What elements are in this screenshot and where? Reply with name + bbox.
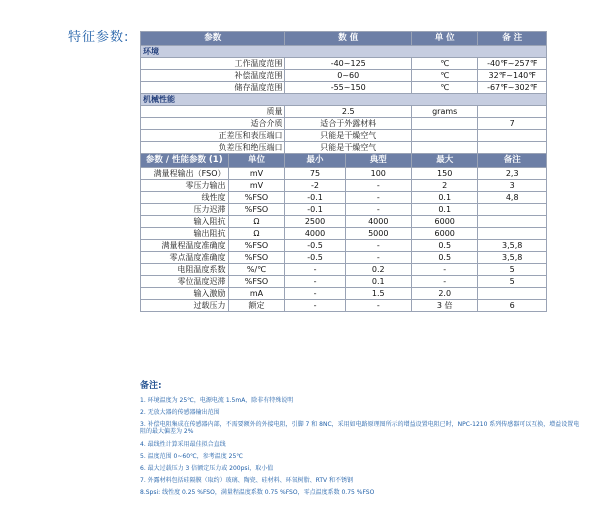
perf-cell: 4,8 bbox=[478, 192, 547, 204]
perf-cell: mV bbox=[228, 180, 285, 192]
spec-table bbox=[140, 31, 547, 312]
env-value: -55~150 bbox=[285, 82, 412, 94]
perf-cell: 2 bbox=[411, 180, 477, 192]
env-param: 工作温度范围 bbox=[141, 58, 285, 70]
perf-header-cell: 单位 bbox=[228, 154, 285, 168]
perf-cell: - bbox=[345, 192, 411, 204]
mech-param: 质量 bbox=[141, 106, 285, 118]
notes bbox=[140, 378, 580, 501]
perf-row bbox=[141, 228, 547, 240]
perf-cell bbox=[478, 216, 547, 228]
perf-cell: 5 bbox=[478, 264, 547, 276]
perf-cell: - bbox=[345, 300, 411, 312]
mech-value: 只能是干燥空气 bbox=[285, 142, 412, 154]
mech-value: 2.5 bbox=[285, 106, 412, 118]
perf-row bbox=[141, 168, 547, 180]
spec-table-header bbox=[141, 32, 547, 46]
perf-param: 满量程温度准确度 bbox=[141, 240, 229, 252]
header-unit: 单 位 bbox=[411, 32, 477, 46]
perf-cell: %FSO bbox=[228, 192, 285, 204]
perf-header-cell: 备注 bbox=[478, 154, 547, 168]
mech-remark: 7 bbox=[478, 118, 547, 130]
perf-cell: %FSO bbox=[228, 276, 285, 288]
section-mechanical bbox=[141, 94, 547, 106]
env-unit: ℃ bbox=[411, 82, 477, 94]
section-title: 机械性能 bbox=[141, 94, 547, 106]
note-line: 8.Spsi: 线性度 0.25 %FSO，满量程温度系数 0.75 %FSO，零点温度系数 0.75 %FSO bbox=[140, 489, 375, 496]
perf-param: 线性度 bbox=[141, 192, 229, 204]
perf-cell: 6 bbox=[478, 300, 547, 312]
mech-unit: grams bbox=[411, 106, 477, 118]
perf-cell: -0.1 bbox=[285, 192, 345, 204]
perf-param: 过载压力 bbox=[141, 300, 229, 312]
note-line: 6. 最大过载压力 3 倍额定压力或 200psi，取小值 bbox=[140, 465, 274, 472]
perf-cell: mA bbox=[228, 288, 285, 300]
mech-value: 适合于外露材料 bbox=[285, 118, 412, 130]
mech-unit bbox=[411, 118, 477, 130]
perf-cell: %FSO bbox=[228, 240, 285, 252]
perf-header bbox=[141, 154, 547, 168]
mech-value: 只能是干燥空气 bbox=[285, 130, 412, 142]
env-remark: -40℉~257℉ bbox=[478, 58, 547, 70]
mech-row bbox=[141, 130, 547, 142]
perf-param: 输入阻抗 bbox=[141, 216, 229, 228]
mech-param: 适合介质 bbox=[141, 118, 285, 130]
perf-param: 零点温度准确度 bbox=[141, 252, 229, 264]
header-value: 数 值 bbox=[285, 32, 412, 46]
perf-cell: 75 bbox=[285, 168, 345, 180]
perf-cell: Ω bbox=[228, 216, 285, 228]
perf-header-cell: 最小 bbox=[285, 154, 345, 168]
perf-cell: -2 bbox=[285, 180, 345, 192]
perf-row bbox=[141, 288, 547, 300]
page-heading: 特征参数: bbox=[68, 30, 130, 45]
perf-cell: - bbox=[411, 264, 477, 276]
perf-cell: - bbox=[345, 252, 411, 264]
mech-remark bbox=[478, 130, 547, 142]
perf-param: 零压力输出 bbox=[141, 180, 229, 192]
env-value: -40~125 bbox=[285, 58, 412, 70]
perf-cell: - bbox=[345, 204, 411, 216]
env-remark: 32℉~140℉ bbox=[478, 70, 547, 82]
mech-row bbox=[141, 118, 547, 130]
perf-cell: - bbox=[285, 300, 345, 312]
perf-cell: 1.5 bbox=[345, 288, 411, 300]
perf-cell: %FSO bbox=[228, 204, 285, 216]
header-remark: 备 注 bbox=[478, 32, 547, 46]
perf-cell: - bbox=[285, 288, 345, 300]
perf-cell bbox=[478, 228, 547, 240]
env-remark: -67℉~302℉ bbox=[478, 82, 547, 94]
perf-cell: mV bbox=[228, 168, 285, 180]
mech-row bbox=[141, 142, 547, 154]
perf-cell: 0.2 bbox=[345, 264, 411, 276]
notes-list bbox=[140, 397, 580, 501]
perf-row bbox=[141, 276, 547, 288]
perf-cell: - bbox=[411, 276, 477, 288]
perf-cell: 额定 bbox=[228, 300, 285, 312]
perf-cell: -0.5 bbox=[285, 240, 345, 252]
perf-cell: 3 倍 bbox=[411, 300, 477, 312]
mech-row bbox=[141, 106, 547, 118]
perf-cell: %FSO bbox=[228, 252, 285, 264]
perf-row bbox=[141, 252, 547, 264]
perf-row bbox=[141, 180, 547, 192]
perf-cell: - bbox=[345, 240, 411, 252]
perf-header-cell: 最大 bbox=[411, 154, 477, 168]
perf-cell: -0.1 bbox=[285, 204, 345, 216]
env-param: 储存温度范围 bbox=[141, 82, 285, 94]
perf-cell: - bbox=[285, 264, 345, 276]
perf-header-cell: 典型 bbox=[345, 154, 411, 168]
note-line: 1. 环境温度为 25℃，电源电流 1.5mA，除非有特殊说明 bbox=[140, 397, 294, 404]
perf-cell: 5000 bbox=[345, 228, 411, 240]
mech-unit bbox=[411, 142, 477, 154]
env-row bbox=[141, 82, 547, 94]
mech-param: 正差压和表压端口 bbox=[141, 130, 285, 142]
perf-param: 输出阻抗 bbox=[141, 228, 229, 240]
section-title: 环境 bbox=[141, 46, 547, 58]
mech-param: 负差压和绝压端口 bbox=[141, 142, 285, 154]
env-value: 0~60 bbox=[285, 70, 412, 82]
perf-param: 零位温度迟滞 bbox=[141, 276, 229, 288]
perf-cell bbox=[478, 288, 547, 300]
perf-cell: 0.1 bbox=[411, 204, 477, 216]
perf-cell: - bbox=[345, 180, 411, 192]
perf-row bbox=[141, 204, 547, 216]
perf-row bbox=[141, 300, 547, 312]
header-param: 参数 bbox=[141, 32, 285, 46]
perf-cell: Ω bbox=[228, 228, 285, 240]
perf-param: 输入激励 bbox=[141, 288, 229, 300]
section-environment bbox=[141, 46, 547, 58]
mech-remark bbox=[478, 142, 547, 154]
env-unit: ℃ bbox=[411, 70, 477, 82]
perf-cell: 0.1 bbox=[411, 192, 477, 204]
note-line: 3. 补偿电阻集成在传感器内部，不需要额外的外接电阻，引脚 7 和 8NC，采用如电路原理图所示的增益设置电阻已时，NPC-1210 系列传感器可以互换，增益设置电阻的最大偏差为 2% bbox=[140, 421, 580, 435]
perf-cell: 3 bbox=[478, 180, 547, 192]
perf-cell: 2,3 bbox=[478, 168, 547, 180]
note-line: 2. 无放大器的传感器输出范围 bbox=[140, 409, 220, 416]
env-row bbox=[141, 70, 547, 82]
perf-row bbox=[141, 240, 547, 252]
perf-cell: 2500 bbox=[285, 216, 345, 228]
mech-remark bbox=[478, 106, 547, 118]
perf-cell: 4000 bbox=[285, 228, 345, 240]
perf-cell: 150 bbox=[411, 168, 477, 180]
perf-cell: 2.0 bbox=[411, 288, 477, 300]
perf-cell: 6000 bbox=[411, 216, 477, 228]
perf-cell bbox=[478, 204, 547, 216]
perf-cell: 0.5 bbox=[411, 240, 477, 252]
perf-cell: 6000 bbox=[411, 228, 477, 240]
perf-cell: %/℃ bbox=[228, 264, 285, 276]
note-line: 7. 外露材料包括硅隔膜（取约）玻璃、陶瓷、硅材料、环氧树脂、RTV 和不锈钢 bbox=[140, 477, 354, 484]
notes-title: 备注: bbox=[140, 381, 162, 391]
perf-cell: -0.5 bbox=[285, 252, 345, 264]
env-unit: ℃ bbox=[411, 58, 477, 70]
perf-row bbox=[141, 216, 547, 228]
note-line: 4. 最线性计算采用最佳拟合直线 bbox=[140, 441, 226, 448]
perf-cell: 3,5,8 bbox=[478, 240, 547, 252]
perf-param: 压力迟滞 bbox=[141, 204, 229, 216]
perf-param: 满量程输出（FSO） bbox=[141, 168, 229, 180]
perf-cell: 3,5,8 bbox=[478, 252, 547, 264]
perf-cell: 4000 bbox=[345, 216, 411, 228]
env-param: 补偿温度范围 bbox=[141, 70, 285, 82]
perf-row bbox=[141, 192, 547, 204]
note-line: 5. 温度范围 0~60℃，参考温度 25℃ bbox=[140, 453, 244, 460]
perf-header-cell: 参数 / 性能参数 (1) bbox=[141, 154, 229, 168]
perf-cell: 0.5 bbox=[411, 252, 477, 264]
perf-cell: 5 bbox=[478, 276, 547, 288]
perf-cell: 100 bbox=[345, 168, 411, 180]
perf-cell: - bbox=[285, 276, 345, 288]
perf-cell: 0.1 bbox=[345, 276, 411, 288]
perf-row bbox=[141, 264, 547, 276]
perf-param: 电阻温度系数 bbox=[141, 264, 229, 276]
env-row bbox=[141, 58, 547, 70]
mech-unit bbox=[411, 130, 477, 142]
